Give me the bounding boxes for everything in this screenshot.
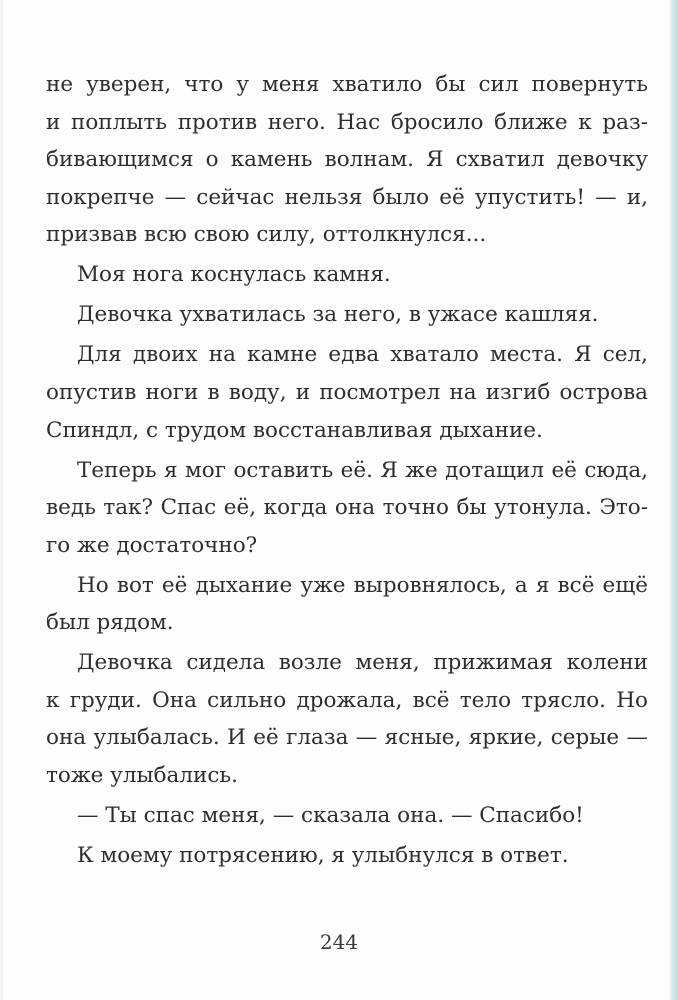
text-line: опустив ноги в воду, и посмотрел на изгиб острова [46, 379, 648, 405]
text-line: покрепче — сейчас нельзя было её упустить! — и, [46, 184, 648, 210]
text-line: Девочка сидела возле меня, прижимая колени [77, 650, 648, 676]
text-line: Спиндл, с трудом восстанавливая дыхание. [46, 417, 543, 443]
text-line: бивающимся о камень волнам. Я схватил девочку [46, 147, 648, 173]
text-line: тоже улыбались. [46, 763, 238, 789]
text-line: Девочка ухватилась за него, в ужасе кашляя. [77, 302, 599, 328]
text-line: го же достаточно? [46, 532, 258, 558]
text-line: она улыбалась. И её глаза — ясные, яркие, серые — [46, 725, 648, 751]
page-right-edge [670, 0, 678, 1000]
text-line: не уверен, что у меня хватило бы сил повернуть [46, 72, 648, 97]
text-line: призвав всю свою силу, оттолкнулся... [46, 222, 487, 248]
text-line: — Ты спас меня, — сказала она. — Спасибо! [77, 803, 584, 829]
text-line: К моему потрясению, я улыбнулся в ответ. [77, 843, 569, 868]
text-line: ведь так? Спас её, когда она точно бы утонула. Это- [46, 495, 648, 521]
text-line: к груди. Она сильно дрожала, всё тело трясло. Но [46, 687, 648, 713]
page-left-edge [0, 0, 3, 1000]
page-number: 244 [319, 930, 359, 954]
text-line: Моя нога коснулась камня. [77, 262, 391, 288]
text-line: Теперь я мог оставить её. Я же дотащил её сюда, [77, 457, 648, 483]
text-line: Но вот её дыхание уже выровнялось, а я всё ещё [77, 572, 648, 598]
text-line: и поплыть против него. Нас бросило ближе к раз- [46, 109, 648, 135]
text-line: был рядом. [46, 610, 174, 636]
text-line: Для двоих на камне едва хватало места. Я сел, [77, 342, 648, 368]
page-body-text [46, 66, 648, 875]
